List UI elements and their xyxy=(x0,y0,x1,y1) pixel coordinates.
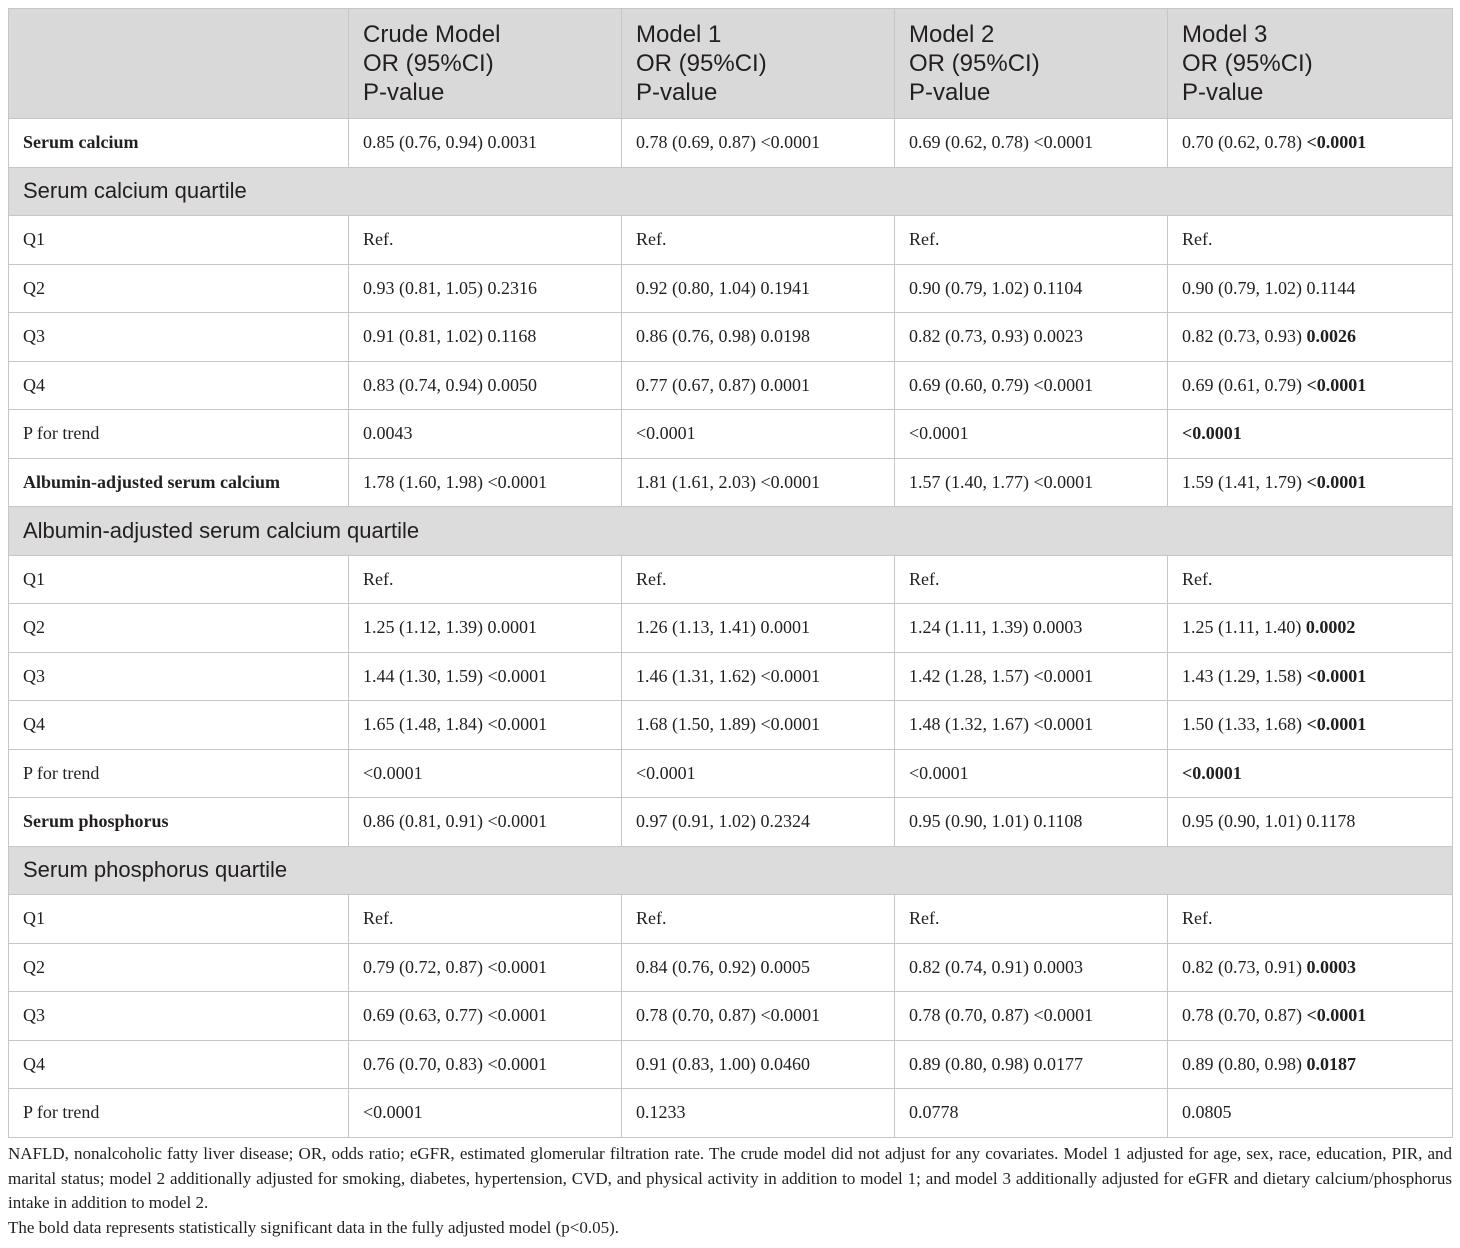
p-value: <0.0001 xyxy=(909,762,969,783)
table-cell xyxy=(622,410,895,459)
p-value: 0.1104 xyxy=(1033,277,1083,298)
table-cell xyxy=(1168,410,1453,459)
table-cell xyxy=(895,361,1168,410)
table-cell xyxy=(895,992,1168,1041)
table-row xyxy=(9,798,1453,847)
p-value: <0.0001 xyxy=(636,762,696,783)
table-cell xyxy=(622,992,895,1041)
odds-ratio-value: Ref. xyxy=(363,908,394,929)
odds-ratio-value: 1.81 (1.61, 2.03) xyxy=(636,471,756,492)
table-cell xyxy=(622,1089,895,1138)
table-row xyxy=(9,458,1453,507)
table-row xyxy=(9,313,1453,362)
table-cell xyxy=(622,798,895,847)
p-value: 0.1168 xyxy=(487,326,537,347)
odds-ratio-value: 0.82 (0.73, 0.93) xyxy=(909,326,1029,347)
odds-ratio-value: 1.24 (1.11, 1.39) xyxy=(909,617,1029,638)
odds-ratio-value: 0.89 (0.80, 0.98) xyxy=(909,1053,1029,1074)
header-corner-cell xyxy=(9,9,349,119)
table-cell xyxy=(1168,1089,1453,1138)
row-label: P for trend xyxy=(9,410,349,459)
table-cell xyxy=(349,1089,622,1138)
odds-ratio-value: 0.86 (0.81, 0.91) xyxy=(363,811,483,832)
table-row xyxy=(9,361,1453,410)
odds-ratio-value: 1.50 (1.33, 1.68) xyxy=(1182,714,1302,735)
odds-ratio-value: Ref. xyxy=(909,908,940,929)
table-cell xyxy=(895,410,1168,459)
table-cell xyxy=(1168,264,1453,313)
p-value: 0.0001 xyxy=(760,617,810,638)
p-value: <0.0001 xyxy=(1306,374,1367,395)
table-cell xyxy=(349,458,622,507)
odds-ratio-value: Ref. xyxy=(636,229,667,250)
table-cell xyxy=(895,313,1168,362)
odds-ratio-value: Ref. xyxy=(636,568,667,589)
table-cell xyxy=(1168,1040,1453,1089)
odds-ratio-value: 1.68 (1.50, 1.89) xyxy=(636,714,756,735)
section-header: Albumin-adjusted serum calcium quartile xyxy=(9,507,1453,556)
column-header-title: Model 3 xyxy=(1182,21,1268,48)
table-header xyxy=(9,9,1453,119)
column-header-metric: OR (95%CI) xyxy=(1182,50,1313,77)
odds-ratio-value: 0.86 (0.76, 0.98) xyxy=(636,326,756,347)
odds-ratio-value: 0.83 (0.74, 0.94) xyxy=(363,374,483,395)
row-label: Q3 xyxy=(9,992,349,1041)
column-header-pvalue: P-value xyxy=(363,79,445,106)
odds-ratio-value: Ref. xyxy=(909,229,940,250)
table-cell xyxy=(1168,313,1453,362)
table-cell xyxy=(1168,458,1453,507)
odds-ratio-value: 1.26 (1.13, 1.41) xyxy=(636,617,756,638)
p-value: 0.0050 xyxy=(487,374,537,395)
column-header-title: Model 1 xyxy=(636,21,722,48)
column-header-pvalue: P-value xyxy=(909,79,991,106)
p-value: <0.0001 xyxy=(760,665,821,686)
p-value: <0.0001 xyxy=(1306,471,1367,492)
section-row xyxy=(9,507,1453,556)
p-value: 0.1941 xyxy=(760,277,810,298)
table-cell xyxy=(895,604,1168,653)
table-cell xyxy=(895,1089,1168,1138)
footnote-significance: The bold data represents statistically significant data in the fully adjusted model (p<0.05). xyxy=(8,1217,620,1237)
odds-ratio-value: 0.69 (0.60, 0.79) xyxy=(909,374,1029,395)
odds-ratio-value: Ref. xyxy=(909,568,940,589)
table-cell xyxy=(1168,555,1453,604)
column-header-title: Model 2 xyxy=(909,21,995,48)
odds-ratio-value: 1.25 (1.11, 1.40) xyxy=(1182,617,1302,638)
table-cell xyxy=(349,216,622,265)
table-cell xyxy=(349,895,622,944)
table-cell xyxy=(1168,992,1453,1041)
p-value: <0.0001 xyxy=(363,762,423,783)
p-value: <0.0001 xyxy=(1306,132,1367,153)
row-label: P for trend xyxy=(9,749,349,798)
table-row xyxy=(9,701,1453,750)
p-value: <0.0001 xyxy=(1033,132,1094,153)
table-cell xyxy=(349,798,622,847)
table-cell xyxy=(895,264,1168,313)
row-label: Q1 xyxy=(9,555,349,604)
table-cell xyxy=(349,264,622,313)
table-cell xyxy=(622,555,895,604)
p-value: 0.2324 xyxy=(760,811,810,832)
p-value: <0.0001 xyxy=(363,1102,423,1123)
odds-ratio-value: Ref. xyxy=(1182,568,1213,589)
p-value: 0.0805 xyxy=(1182,1102,1232,1123)
odds-ratio-value: 0.97 (0.91, 1.02) xyxy=(636,811,756,832)
p-value: 0.1233 xyxy=(636,1102,686,1123)
p-value: <0.0001 xyxy=(760,132,821,153)
table-cell xyxy=(1168,216,1453,265)
table-row xyxy=(9,749,1453,798)
p-value: 0.0001 xyxy=(760,374,810,395)
odds-ratio-value: 0.69 (0.62, 0.78) xyxy=(909,132,1029,153)
odds-ratio-value: 0.69 (0.61, 0.79) xyxy=(1182,374,1302,395)
row-label: Q3 xyxy=(9,313,349,362)
p-value: <0.0001 xyxy=(487,471,548,492)
table-cell xyxy=(1168,361,1453,410)
row-label: Q3 xyxy=(9,652,349,701)
results-table xyxy=(8,8,1453,1138)
p-value: 0.1108 xyxy=(1033,811,1083,832)
p-value: <0.0001 xyxy=(1306,714,1367,735)
table-cell xyxy=(895,1040,1168,1089)
table-cell xyxy=(622,458,895,507)
p-value: 0.0187 xyxy=(1306,1053,1356,1074)
odds-ratio-value: 1.48 (1.32, 1.67) xyxy=(909,714,1029,735)
odds-ratio-value: 0.79 (0.72, 0.87) xyxy=(363,956,483,977)
table-cell xyxy=(622,264,895,313)
odds-ratio-value: 0.93 (0.81, 1.05) xyxy=(363,277,483,298)
p-value: <0.0001 xyxy=(1306,665,1367,686)
odds-ratio-value: 0.89 (0.80, 0.98) xyxy=(1182,1053,1302,1074)
section-header: Serum phosphorus quartile xyxy=(9,846,1453,895)
table-cell xyxy=(895,749,1168,798)
column-header-metric: OR (95%CI) xyxy=(909,50,1040,77)
p-value: 0.0002 xyxy=(1305,617,1356,638)
odds-ratio-value: Ref. xyxy=(1182,908,1213,929)
odds-ratio-value: Ref. xyxy=(636,908,667,929)
table-row xyxy=(9,410,1453,459)
table-cell xyxy=(349,749,622,798)
table-row xyxy=(9,216,1453,265)
odds-ratio-value: 0.82 (0.73, 0.93) xyxy=(1182,326,1302,347)
p-value: <0.0001 xyxy=(1306,1005,1367,1026)
column-header-metric: OR (95%CI) xyxy=(363,50,494,77)
p-value: 0.1144 xyxy=(1306,277,1356,298)
p-value: 0.0043 xyxy=(363,423,413,444)
p-value: <0.0001 xyxy=(1033,665,1094,686)
odds-ratio-value: 0.90 (0.79, 1.02) xyxy=(1182,277,1302,298)
odds-ratio-value: 0.76 (0.70, 0.83) xyxy=(363,1053,483,1074)
p-value: <0.0001 xyxy=(487,956,548,977)
odds-ratio-value: 0.82 (0.73, 0.91) xyxy=(1182,956,1302,977)
column-header-pvalue: P-value xyxy=(1182,79,1264,106)
table-row xyxy=(9,555,1453,604)
table-cell xyxy=(622,943,895,992)
table-cell xyxy=(1168,652,1453,701)
table-footnote xyxy=(8,1142,1452,1240)
odds-ratio-value: Ref. xyxy=(363,229,394,250)
table-cell xyxy=(622,361,895,410)
table-cell xyxy=(622,701,895,750)
p-value: <0.0001 xyxy=(1182,762,1242,783)
odds-ratio-value: 1.57 (1.40, 1.77) xyxy=(909,471,1029,492)
row-label: Q4 xyxy=(9,701,349,750)
column-header-model-2 xyxy=(895,9,1168,119)
table-cell xyxy=(349,604,622,653)
odds-ratio-value: Ref. xyxy=(363,568,394,589)
table-cell xyxy=(349,701,622,750)
odds-ratio-value: 0.78 (0.69, 0.87) xyxy=(636,132,756,153)
p-value: <0.0001 xyxy=(909,423,969,444)
odds-ratio-value: 0.84 (0.76, 0.92) xyxy=(636,956,756,977)
row-label: Q4 xyxy=(9,1040,349,1089)
p-value: <0.0001 xyxy=(1033,471,1094,492)
p-value: 0.0026 xyxy=(1306,326,1356,347)
table-cell xyxy=(895,943,1168,992)
table-cell xyxy=(622,749,895,798)
p-value: <0.0001 xyxy=(487,1053,548,1074)
odds-ratio-value: 1.65 (1.48, 1.84) xyxy=(363,714,483,735)
section-row xyxy=(9,167,1453,216)
table-cell xyxy=(349,943,622,992)
table-cell xyxy=(895,701,1168,750)
p-value: <0.0001 xyxy=(636,423,696,444)
row-label: Q2 xyxy=(9,604,349,653)
p-value: <0.0001 xyxy=(1033,1005,1094,1026)
p-value: <0.0001 xyxy=(487,1005,548,1026)
table-row xyxy=(9,119,1453,168)
p-value: <0.0001 xyxy=(487,811,548,832)
odds-ratio-value: 0.77 (0.67, 0.87) xyxy=(636,374,756,395)
table-cell xyxy=(622,652,895,701)
table-cell xyxy=(622,216,895,265)
table-row xyxy=(9,652,1453,701)
p-value: 0.0778 xyxy=(909,1102,959,1123)
table-cell xyxy=(895,895,1168,944)
p-value: 0.0460 xyxy=(760,1053,810,1074)
table-row xyxy=(9,1040,1453,1089)
odds-ratio-value: 0.95 (0.90, 1.01) xyxy=(909,811,1029,832)
table-cell xyxy=(1168,701,1453,750)
table-row xyxy=(9,895,1453,944)
odds-ratio-value: 0.90 (0.79, 1.02) xyxy=(909,277,1029,298)
header-row xyxy=(9,9,1453,119)
odds-ratio-value: 0.92 (0.80, 1.04) xyxy=(636,277,756,298)
odds-ratio-value: 0.95 (0.90, 1.01) xyxy=(1182,811,1302,832)
odds-ratio-value: 1.43 (1.29, 1.58) xyxy=(1182,665,1302,686)
footnote-abbreviations: NAFLD, nonalcoholic fatty liver disease; OR, odds ratio; eGFR, estimated glomerular filtration rate. The crude model did not adjust for any covariates. Model 1 adjusted for age, sex, race, education, PIR, and marital status; model 2 additionally adjusted for smoking, diabetes, hypertension, CVD, and physical activity in addition to model 1; and model 3 additionally adjusted for eGFR and dietary calcium/phosphorus intake in addition to model 2. xyxy=(8,1144,1452,1212)
table-cell xyxy=(349,1040,622,1089)
results-table-container xyxy=(8,8,1452,1138)
p-value: 0.0031 xyxy=(487,132,537,153)
row-label: Q1 xyxy=(9,895,349,944)
odds-ratio-value: Ref. xyxy=(1182,229,1213,250)
odds-ratio-value: 0.70 (0.62, 0.78) xyxy=(1182,132,1302,153)
p-value: 0.0198 xyxy=(760,326,810,347)
p-value: 0.2316 xyxy=(487,277,537,298)
table-cell xyxy=(622,895,895,944)
column-header-pvalue: P-value xyxy=(636,79,718,106)
row-label: P for trend xyxy=(9,1089,349,1138)
column-header-title: Crude Model xyxy=(363,21,501,48)
odds-ratio-value: 1.78 (1.60, 1.98) xyxy=(363,471,483,492)
table-cell xyxy=(349,313,622,362)
table-cell xyxy=(895,798,1168,847)
table-cell xyxy=(349,555,622,604)
table-cell xyxy=(622,604,895,653)
odds-ratio-value: 1.25 (1.12, 1.39) xyxy=(363,617,483,638)
table-cell xyxy=(895,458,1168,507)
odds-ratio-value: 0.78 (0.70, 0.87) xyxy=(1182,1005,1302,1026)
p-value: <0.0001 xyxy=(760,714,821,735)
table-row xyxy=(9,1089,1453,1138)
row-label: Q2 xyxy=(9,264,349,313)
p-value: <0.0001 xyxy=(1033,714,1094,735)
odds-ratio-value: 0.85 (0.76, 0.94) xyxy=(363,132,483,153)
table-cell xyxy=(1168,749,1453,798)
table-cell xyxy=(895,119,1168,168)
p-value: <0.0001 xyxy=(1182,423,1242,444)
odds-ratio-value: 0.78 (0.70, 0.87) xyxy=(909,1005,1029,1026)
column-header-crude-model xyxy=(349,9,622,119)
p-value: 0.1178 xyxy=(1306,811,1356,832)
table-cell xyxy=(622,313,895,362)
column-header-metric: OR (95%CI) xyxy=(636,50,767,77)
p-value: 0.0023 xyxy=(1033,326,1083,347)
p-value: 0.0177 xyxy=(1033,1053,1083,1074)
odds-ratio-value: 1.42 (1.28, 1.57) xyxy=(909,665,1029,686)
section-row xyxy=(9,846,1453,895)
p-value: 0.0005 xyxy=(760,956,810,977)
table-cell xyxy=(622,1040,895,1089)
table-cell xyxy=(1168,119,1453,168)
table-cell xyxy=(1168,798,1453,847)
section-header: Serum calcium quartile xyxy=(9,167,1453,216)
table-row xyxy=(9,992,1453,1041)
table-cell xyxy=(349,410,622,459)
odds-ratio-value: 0.91 (0.81, 1.02) xyxy=(363,326,483,347)
table-cell xyxy=(622,119,895,168)
odds-ratio-value: 0.82 (0.74, 0.91) xyxy=(909,956,1029,977)
table-cell xyxy=(349,361,622,410)
row-label: Serum phosphorus xyxy=(9,798,349,847)
table-cell xyxy=(1168,604,1453,653)
p-value: <0.0001 xyxy=(487,665,548,686)
table-body xyxy=(9,119,1453,1138)
table-cell xyxy=(349,652,622,701)
p-value: <0.0001 xyxy=(1033,374,1094,395)
p-value: 0.0003 xyxy=(1306,956,1356,977)
odds-ratio-value: 0.78 (0.70, 0.87) xyxy=(636,1005,756,1026)
table-cell xyxy=(1168,943,1453,992)
table-row xyxy=(9,943,1453,992)
table-cell xyxy=(349,119,622,168)
row-label: Serum calcium xyxy=(9,119,349,168)
odds-ratio-value: 1.46 (1.31, 1.62) xyxy=(636,665,756,686)
table-cell xyxy=(895,216,1168,265)
p-value: <0.0001 xyxy=(760,1005,821,1026)
row-label: Albumin-adjusted serum calcium xyxy=(9,458,349,507)
table-cell xyxy=(349,992,622,1041)
table-cell xyxy=(1168,895,1453,944)
p-value: <0.0001 xyxy=(487,714,548,735)
odds-ratio-value: 0.69 (0.63, 0.77) xyxy=(363,1005,483,1026)
p-value: 0.0001 xyxy=(487,617,537,638)
table-cell xyxy=(895,652,1168,701)
p-value: 0.0003 xyxy=(1033,956,1083,977)
column-header-model-1 xyxy=(622,9,895,119)
table-row xyxy=(9,264,1453,313)
column-header-model-3 xyxy=(1168,9,1453,119)
odds-ratio-value: 1.44 (1.30, 1.59) xyxy=(363,665,483,686)
table-cell xyxy=(895,555,1168,604)
row-label: Q1 xyxy=(9,216,349,265)
odds-ratio-value: 0.91 (0.83, 1.00) xyxy=(636,1053,756,1074)
p-value: 0.0003 xyxy=(1032,617,1083,638)
row-label: Q2 xyxy=(9,943,349,992)
p-value: <0.0001 xyxy=(760,471,821,492)
table-row xyxy=(9,604,1453,653)
row-label: Q4 xyxy=(9,361,349,410)
odds-ratio-value: 1.59 (1.41, 1.79) xyxy=(1182,471,1302,492)
